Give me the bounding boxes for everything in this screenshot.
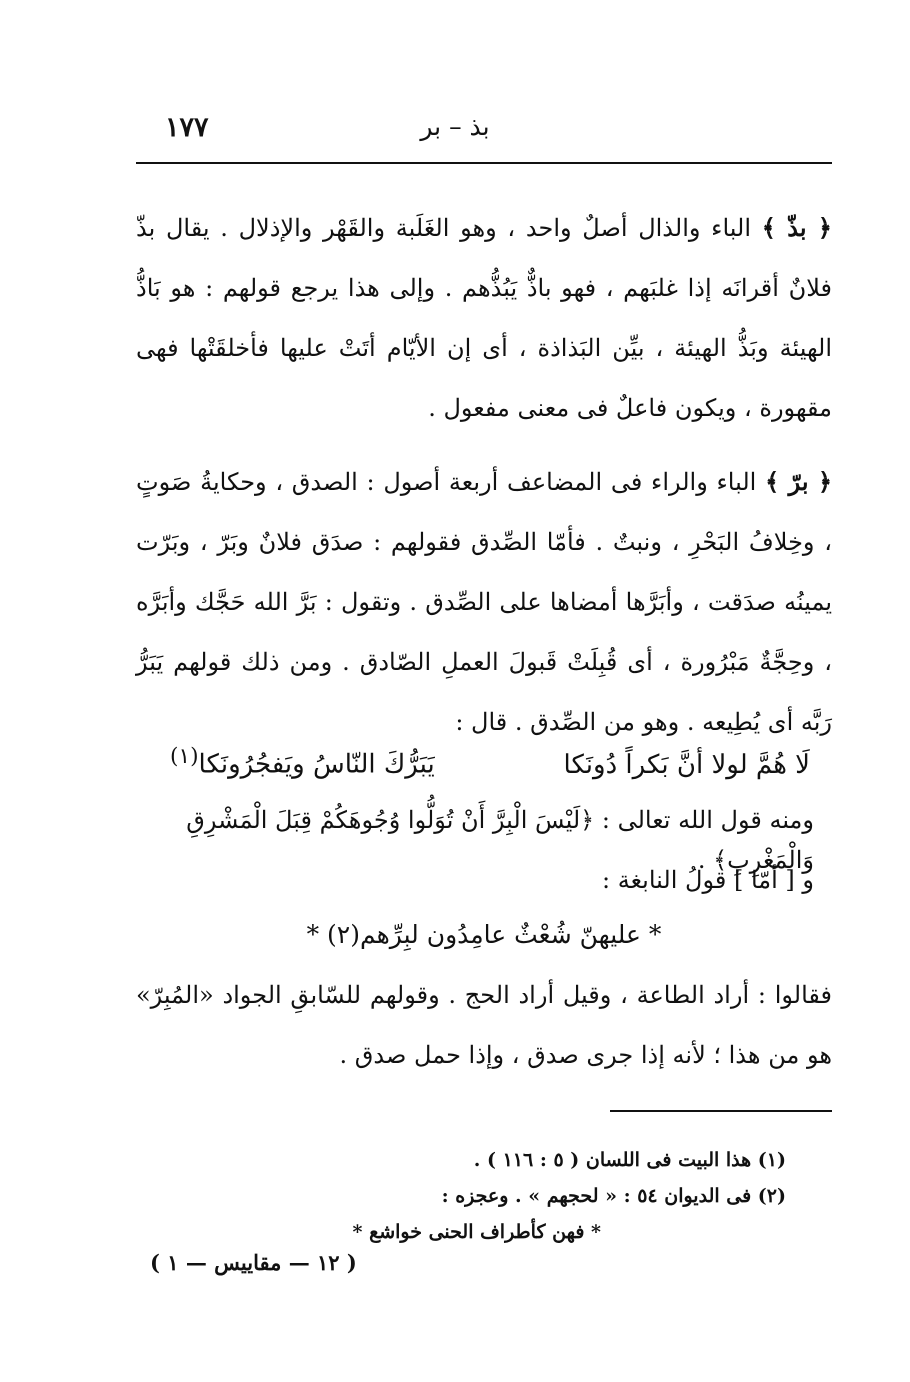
closing-paragraph: فقالوا : أراد الطاعة ، وقيل أراد الحج . وقولهم للسّابقِ الجواد «المُبِرّ» هو من هذا ؛ لأنه إذا جرى صدق ، وإذا حمل صدق .: [136, 981, 832, 1069]
entry-text: الباء والذال أصلٌ واحد ، وهو الغَلَبة والقَهْر والإذلال . يقال بذّ فلانٌ أقرانَه إذا غلبَهم ، فهو باذٌّ يَبُذُّهم . وإلى هذا يرجع قولهم : هو بَاذُّ الهيئة وبَذُّ الهيئة ، بيِّن البَذاذة ، أى إن الأيّام أتَتْ عليها فأخلقَتْها فهى مقهورة ، ويكون فاعلٌ فى معنى مفعول .: [136, 214, 832, 422]
footnote-1: (١) هذا البيت فى اللسان ( ٥ : ١١٦ ) .: [473, 1149, 786, 1171]
verse-second-hemistich: [170, 735, 470, 787]
entry-badh: [136, 198, 832, 438]
verse-first-hemistich: لَا هُمَّ لولا أنَّ بَكراً دُونَكا: [563, 749, 810, 780]
entry-headword: ﴿ بذّ ﴾: [761, 213, 832, 242]
quran-citation: ومنه قول الله تعالى : ﴿لَيْسَ الْبِرَّ أَنْ تُوَلُّوا وُجُوهَكُمْ قِبَلَ الْمَشْرِقِ وَالْمَغْرِبِ﴾ .: [186, 806, 814, 874]
footnote-ref: (١): [170, 744, 199, 769]
running-header: بذ – بر: [420, 112, 490, 141]
nabigha-intro: و [ أمّا ] قولُ النابغة :: [602, 866, 814, 894]
entry-barr: [136, 452, 832, 752]
entry-headword: ﴿ برّ ﴾: [765, 467, 833, 496]
entry-text: الباء والراء فى المضاعف أربعة أصول : الصدق ، وحكايةُ صَوتٍ ، وخِلافُ البَحْرِ ، ونبتٌ . فأمّا الصِّدق فقولهم : صدَق فلانٌ وبَرّ ، وبَرّت يمينُه صدَقت ، وأبَرَّها أمضاها على الصِّدق . وتقول : بَرَّ الله حَجَّك وأبَرَّه ، وحِجَّةٌ مَبْرُورة ، أى قُبِلَتْ قَبولَ العملِ الصّادق . ومن ذلك قولهم يَبَرُّ رَبَّه أى يُطِيعه . وهو من الصِّدق . قال :: [136, 468, 832, 736]
footnote-2-hemistich: * فهن كأطراف الحنى خواشع *: [352, 1221, 601, 1243]
verse-second-text: يَبَرُّكَ النّاسُ ويَفجُرُونَكا: [198, 749, 435, 780]
nabigha-hemistich: * عليهنّ شُعْثٌ عامِدُون لبِرِّهم(٢) *: [306, 920, 662, 949]
footnotes: [136, 1142, 786, 1250]
signature-mark: ( ١٢ — مقاييس — ١ ): [150, 1250, 357, 1275]
footnote-rule: [610, 1110, 832, 1112]
footnote-2: (٢) فى الديوان ٥٤ : « لحجهم » . وعجزه :: [441, 1185, 786, 1207]
page-number: ١٧٧: [165, 112, 209, 143]
header-rule: [136, 162, 832, 164]
poem-verse: [160, 735, 810, 787]
